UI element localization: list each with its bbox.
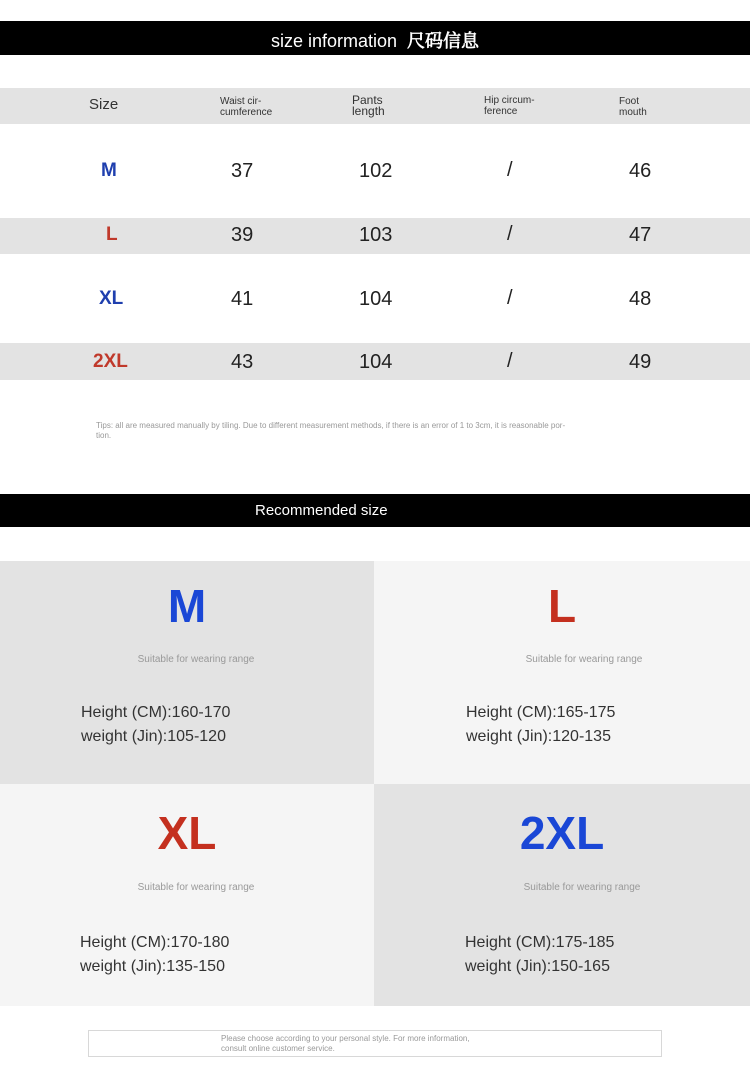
card-info <box>81 701 230 749</box>
card-info <box>466 701 615 749</box>
measurement-tips <box>96 421 716 441</box>
recommended-title: Recommended size <box>255 502 388 519</box>
row-foot: 49 <box>629 351 652 373</box>
footer-line2: consult online customer service. <box>221 1044 335 1053</box>
col-hip <box>484 95 535 117</box>
col-hip-line1: Hip circum- <box>484 95 535 106</box>
size-card-xl <box>0 784 374 1006</box>
tips-line2: tion. <box>96 431 112 440</box>
row-foot: 48 <box>629 288 652 310</box>
row-hip: / <box>507 350 513 372</box>
col-foot <box>619 96 647 118</box>
size-information-banner <box>0 21 750 55</box>
card-suitable: Suitable for wearing range <box>523 882 641 893</box>
banner-title <box>0 27 750 53</box>
row-pants: 104 <box>359 351 393 373</box>
table-row <box>0 254 750 342</box>
row-foot: 46 <box>629 160 652 182</box>
footer-note <box>88 1030 662 1057</box>
row-waist: 37 <box>231 160 254 182</box>
card-height: Height (CM):165-175 <box>466 704 616 721</box>
table-header <box>0 88 750 124</box>
row-hip: / <box>507 287 513 309</box>
row-hip: / <box>507 159 513 181</box>
card-weight: weight (Jin):150-165 <box>465 958 610 975</box>
card-suitable: Suitable for wearing range <box>525 654 643 665</box>
col-foot-line1: Foot <box>619 96 640 107</box>
size-card-l <box>374 561 750 784</box>
card-weight: weight (Jin):105-120 <box>81 728 226 745</box>
row-waist: 43 <box>231 351 254 373</box>
card-info <box>465 931 614 979</box>
row-hip: / <box>507 223 513 245</box>
size-card-2xl <box>374 784 750 1006</box>
tips-line1: Tips: all are measured manually by tiling. Due to different measurement methods, if there is an error of 1 to 3cm, it is reasonable por- <box>96 421 566 430</box>
card-info <box>80 931 229 979</box>
col-foot-line2: mouth <box>619 107 647 118</box>
footer-line1: Please choose according to your personal style. For more information, <box>221 1034 470 1043</box>
card-weight: weight (Jin):135-150 <box>80 958 225 975</box>
banner-title-cn: 尺码信息 <box>407 31 480 52</box>
card-size: L <box>547 580 577 632</box>
card-size: XL <box>157 807 217 859</box>
col-waist-line2: cumference <box>220 107 273 118</box>
row-size: 2XL <box>93 351 128 372</box>
row-size: XL <box>99 288 124 309</box>
footer-text <box>221 1034 470 1054</box>
table-row <box>0 124 750 218</box>
row-pants: 102 <box>359 160 393 182</box>
card-weight: weight (Jin):120-135 <box>466 728 611 745</box>
row-foot: 47 <box>629 224 652 246</box>
row-size: L <box>106 224 118 245</box>
col-size: Size <box>89 96 119 113</box>
col-waist <box>220 96 272 118</box>
row-pants: 103 <box>359 224 393 246</box>
card-height: Height (CM):170-180 <box>80 934 230 951</box>
col-waist-line1: Waist cir- <box>220 96 262 107</box>
row-waist: 39 <box>231 224 254 246</box>
row-waist: 41 <box>231 288 254 310</box>
table-row <box>0 218 750 254</box>
row-pants: 104 <box>359 288 393 310</box>
size-card-m <box>0 561 374 784</box>
recommended-size-banner <box>0 494 750 527</box>
col-pants-line1: Pants <box>352 93 383 107</box>
banner-title-en: size information <box>270 31 398 51</box>
card-height: Height (CM):160-170 <box>81 704 231 721</box>
col-pants <box>352 95 385 117</box>
col-hip-line2: ference <box>484 106 518 117</box>
card-size: 2XL <box>519 807 605 859</box>
card-size: M <box>167 580 207 632</box>
row-size: M <box>101 160 117 181</box>
col-pants-line2: length <box>352 104 385 118</box>
card-height: Height (CM):175-185 <box>465 934 615 951</box>
table-row <box>0 343 750 380</box>
card-suitable: Suitable for wearing range <box>137 882 255 893</box>
card-suitable: Suitable for wearing range <box>137 654 255 665</box>
